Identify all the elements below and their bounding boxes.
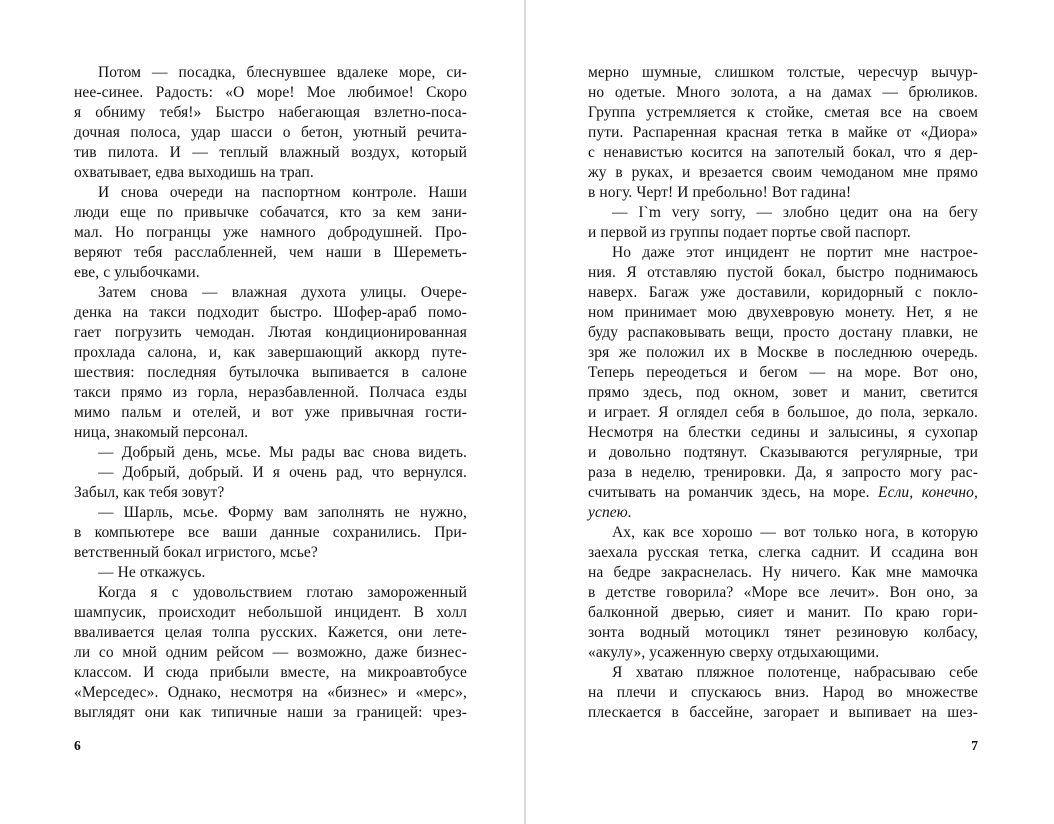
text-line: [588, 443, 978, 463]
text-line: [74, 523, 467, 543]
text-segment: в компьютере все ваши данные сохранились. При-: [74, 524, 467, 541]
text-line: [588, 183, 978, 203]
text-line: [74, 183, 467, 203]
text-segment: шествия: последняя бутылочка выпивается в салоне: [74, 364, 467, 381]
text-line: [74, 643, 467, 663]
text-line: [588, 223, 978, 243]
text-line: [588, 403, 978, 423]
text-line: [74, 123, 467, 143]
text-segment: зря же положил их в Москве в последнюю очередь.: [588, 344, 978, 361]
text-line: [74, 603, 467, 623]
text-line: [74, 543, 467, 563]
text-line: [74, 623, 467, 643]
text-line: [588, 343, 978, 363]
text-line: [588, 543, 978, 563]
text-segment: выглядят они как типичные наши за границей: чрез-: [74, 704, 467, 721]
text-line: [588, 523, 978, 543]
text-line: [588, 583, 978, 603]
text-line: [74, 83, 467, 103]
text-line: [74, 203, 467, 223]
text-segment: прохлада салона, и, как завершающий аккорд путе-: [74, 344, 467, 361]
left-page-number: 6: [74, 738, 81, 753]
text-line: [588, 163, 978, 183]
text-line: [74, 563, 467, 583]
text-segment: ветственный бокал игристого, мсье?: [74, 544, 318, 561]
text-line: [588, 103, 978, 123]
text-line: [588, 303, 978, 323]
text-segment: пути. Распаренная красная тетка в майке от «Диора»: [588, 124, 978, 141]
text-segment: Забыл, как тебя зовут?: [74, 484, 225, 501]
text-segment: ница, знакомый персонал.: [74, 424, 249, 441]
text-segment: и играет. Я оглядел себя в большое, до пола, зеркало.: [588, 404, 978, 421]
text-line: [588, 383, 978, 403]
text-segment: Потом — посадка, блеснувшее вдалеке море, си-: [98, 64, 467, 81]
text-line: [588, 83, 978, 103]
text-segment: считывать на романчик здесь, на море.: [588, 484, 879, 501]
text-line: [74, 683, 467, 703]
left-page-text: [74, 63, 467, 723]
left-page: [0, 0, 524, 824]
text-segment: раза в неделю, тренировки. Да, я запросто могу рас-: [588, 464, 978, 481]
text-segment: Теперь переодеться и бегом — на море. Вот оно,: [588, 364, 978, 381]
text-line: [588, 563, 978, 583]
text-segment: вваливается целая толпа русских. Кажется, они лете-: [74, 624, 467, 641]
text-segment: ния. Я отставляю пустой бокал, быстро поднимаюсь: [588, 264, 978, 281]
text-segment: наверх. Багаж уже доставили, коридорный с покло-: [588, 284, 978, 301]
text-line: [74, 363, 467, 383]
text-line: [74, 423, 467, 443]
text-segment: — Добрый, добрый. И я очень рад, что вернулся.: [98, 464, 467, 481]
text-segment: — Добрый день, мсье. Мы рады вас снова видеть.: [98, 444, 467, 461]
text-segment: но одетые. Много золота, а на дамах — брюликов.: [588, 84, 978, 101]
text-segment: — I`m very sorry, — злобно цедит она на бегу: [612, 204, 978, 221]
text-segment: в ногу. Черт! И пребольно! Вот гадина!: [588, 184, 852, 201]
text-line: [74, 403, 467, 423]
text-segment: «акулу», усаженную сверху отдыхающими.: [588, 644, 880, 661]
text-line: [74, 223, 467, 243]
text-segment: с ненавистью косится на запотелый бокал, что я дер-: [588, 144, 978, 161]
text-line: [74, 263, 467, 283]
text-segment: — Не откажусь.: [98, 564, 206, 581]
text-segment: и довольно подтянут. Сказываются регулярные, три: [588, 444, 978, 461]
text-line: [74, 663, 467, 683]
text-line: [588, 603, 978, 623]
text-segment: дочная полоса, удар шасси о бетон, уютный речита-: [74, 124, 467, 141]
text-segment: — Шарль, мсье. Форму вам заполнять не нужно,: [98, 504, 467, 521]
text-segment: и первой из группы подает портье свой паспорт.: [588, 224, 911, 241]
text-line: [588, 503, 978, 523]
text-line: [74, 383, 467, 403]
text-segment: классом. И сюда прибыли вместе, на микроавтобусе: [74, 664, 467, 681]
text-line: [74, 443, 467, 463]
text-segment: Когда я с удовольствием глотаю замороженный: [98, 584, 467, 601]
text-segment: Но даже этот инцидент не портит мне настрое-: [612, 244, 978, 261]
text-segment: гает погрузить чемодан. Лютая кондиционированная: [74, 324, 467, 341]
text-segment: Я хватаю пляжное полотенце, набрасываю себе: [612, 664, 978, 681]
text-segment: ли со мной одним рейсом — возможно, даже бизнес-: [74, 644, 467, 661]
text-line: [588, 323, 978, 343]
text-line: [74, 143, 467, 163]
text-segment: еве, с улыбочками.: [74, 264, 200, 281]
text-line: [588, 283, 978, 303]
text-segment: на плечи и спускаюсь вниз. Народ во множестве: [588, 684, 978, 701]
right-page: [526, 0, 1054, 824]
text-line: [588, 483, 978, 503]
text-segment: «Мерседес». Однако, несмотря на «бизнес» и «мерс»,: [74, 684, 467, 701]
text-line: [588, 143, 978, 163]
text-segment: охватывает, едва выходишь на трап.: [74, 164, 314, 181]
right-page-text: [588, 63, 978, 723]
text-segment: Группа устремляется к стойке, сметая все на своем: [588, 104, 978, 121]
text-segment: плескается в бассейне, загорает и выпивает на шез-: [588, 704, 978, 721]
text-segment: я обниму тебя!» Быстро набегающая взлетно-поса-: [74, 104, 467, 121]
text-line: [74, 463, 467, 483]
text-segment: буду распаковывать вещи, просто достану плавки, не: [588, 324, 978, 341]
text-line: [74, 503, 467, 523]
text-segment: мимо пальм и отелей, и вот уже привычная гости-: [74, 404, 467, 421]
text-segment: тив пилота. И — теплый влажный воздух, который: [74, 144, 467, 161]
text-segment: Ах, как все хорошо — вот только нога, в которую: [612, 524, 978, 541]
text-line: [74, 583, 467, 603]
text-segment: жу в руках, и врезается своим чемоданом мне прямо: [588, 164, 978, 181]
text-segment: мерно шумные, слишком толстые, чересчур вычур-: [588, 64, 978, 81]
text-segment: Несмотря на блестки седины и залысины, я сухопар: [588, 424, 978, 441]
text-segment: веряют тебя расслабленней, чем наши в Шереметь-: [74, 244, 467, 261]
italic-text-segment: успею.: [588, 504, 632, 521]
text-segment: ном принимает мою двухевровую монету. Нет, я не: [588, 304, 978, 321]
text-line: [588, 63, 978, 83]
text-segment: шампусик, происходит небольшой инцидент. В холл: [74, 604, 467, 621]
text-line: [588, 463, 978, 483]
text-segment: Затем снова — влажная духота улицы. Очере-: [98, 284, 467, 301]
text-line: [588, 203, 978, 223]
text-line: [74, 103, 467, 123]
text-segment: балконной дверью, сияет и манит. По краю гори-: [588, 604, 978, 621]
text-segment: в детстве говорила? «Море все лечит». Вон оно, за: [588, 584, 978, 601]
text-segment: на бедре закраснелась. Ну ничего. Как мне мамочка: [588, 564, 978, 581]
text-segment: зонта водный мотоцикл тянет резиновую колбасу,: [588, 624, 978, 641]
text-segment: заехала русская тетка, слегка саднит. И ссадина вон: [588, 544, 978, 561]
text-line: [74, 483, 467, 503]
text-line: [74, 703, 467, 723]
text-line: [74, 323, 467, 343]
right-page-number: 7: [971, 738, 978, 753]
text-line: [588, 423, 978, 443]
text-line: [588, 703, 978, 723]
text-line: [74, 243, 467, 263]
text-line: [588, 683, 978, 703]
text-line: [588, 663, 978, 683]
text-line: [74, 63, 467, 83]
text-line: [588, 363, 978, 383]
text-segment: такси прямо из горла, неразбавленной. Полчаса езды: [74, 384, 467, 401]
text-line: [74, 163, 467, 183]
text-line: [74, 303, 467, 323]
text-segment: люди еще по привычке собачатся, кто за кем зани-: [74, 204, 467, 221]
text-line: [588, 623, 978, 643]
italic-text-segment: Если, конечно,: [878, 484, 978, 501]
text-segment: денка на такси подходит быстро. Шофер-араб помо-: [74, 304, 467, 321]
text-segment: нее-синее. Радость: «О море! Мое любимое! Скоро: [74, 84, 467, 101]
text-segment: И снова очереди на паспортном контроле. Наши: [98, 184, 467, 201]
text-line: [588, 643, 978, 663]
text-line: [588, 243, 978, 263]
text-segment: мал. Но погранцы уже намного добродушней. Про-: [74, 224, 467, 241]
text-line: [74, 283, 467, 303]
text-line: [588, 123, 978, 143]
text-line: [74, 343, 467, 363]
text-segment: прямо здесь, под окном, зовет и манит, светится: [588, 384, 978, 401]
text-line: [588, 263, 978, 283]
